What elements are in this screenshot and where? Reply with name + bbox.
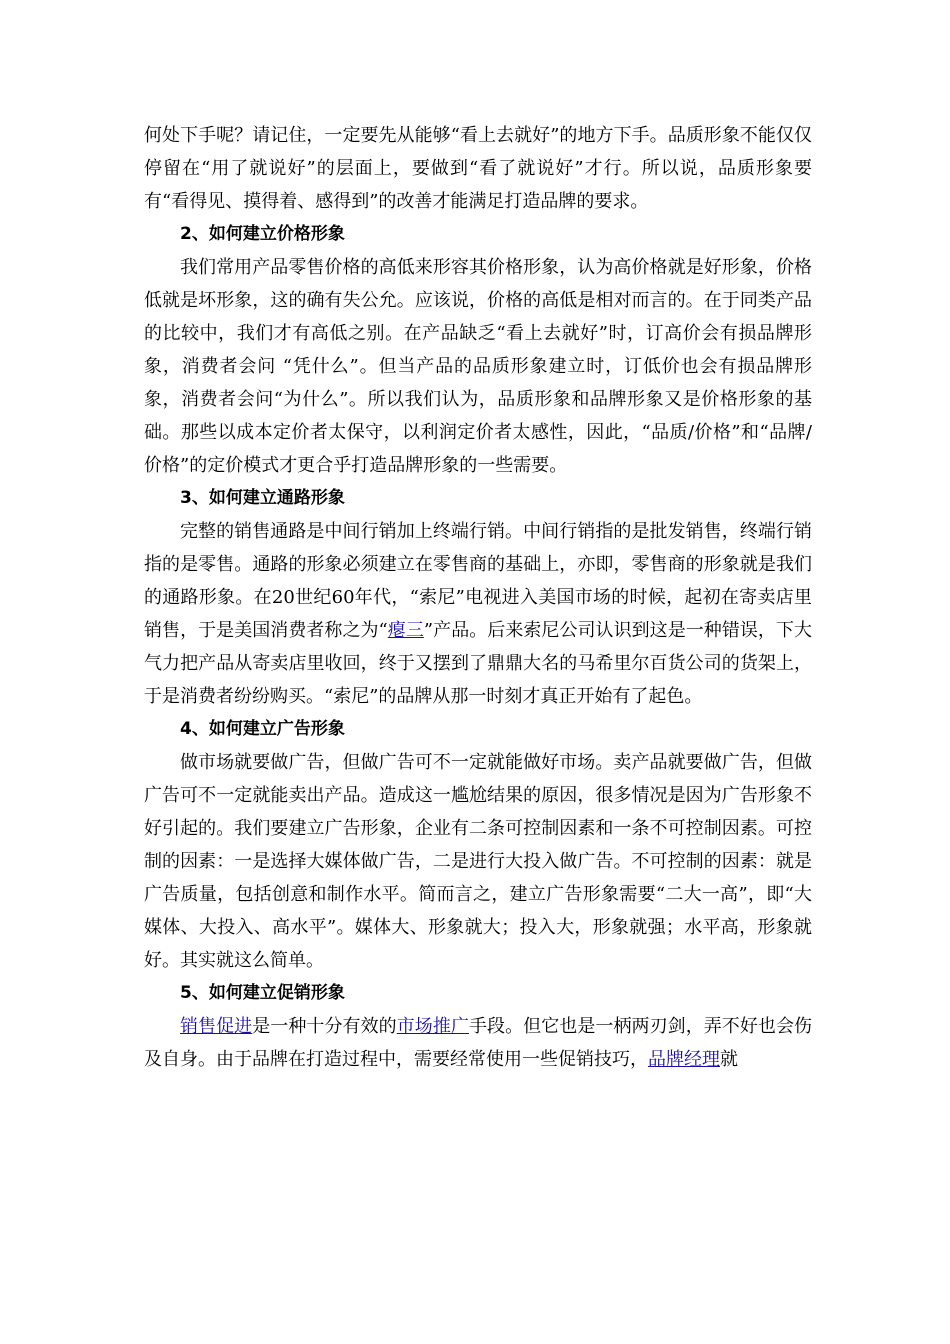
paragraph-text: 是一种十分有效的 — [252, 1016, 397, 1037]
heading-price-image: 2、如何建立价格形象 — [180, 224, 345, 244]
paragraph-text: 就 — [720, 1049, 738, 1070]
heading-ad-image: 4、如何建立广告形象 — [180, 719, 345, 739]
paragraph-quality-image-end: 何处下手呢？请记住，一定要先从能够“看上去就好”的地方下手。品质形象不能仅仅停留在“用了就说好”的层面上，要做到“看了就说好”才行。所以说，品质形象要有“看得见、摸得着、感得到”的改善才能满足打造品牌的要求。 — [144, 125, 812, 212]
paragraph-price-image: 我们常用产品零售价格的高低来形容其价格形象，认为高价格就是好形象，价格低就是坏形象，这的确有失公允。应该说，价格的高低是相对而言的。在于同类产品的比较中，我们才有高低之别。在产品缺乏“看上去就好”时，订高价会有损品牌形象，消费者会问 “凭什么”。但当产品的品质形象建立时，订低价也会有损品牌形象，消费者会问“为什么”。所以我们认为，品质形象和品牌形象又是价格形象的基础。那些以成本定价者太保守，以利润定价者太感性，因此，“品质/价格”和“品牌/价格”的定价模式才更合乎打造品牌形象的一些需要。 — [144, 257, 812, 476]
heading-promotion-image: 5、如何建立促销形象 — [180, 983, 345, 1003]
paragraph-promotion-image — [144, 1010, 812, 1076]
paragraph-text: 手段。但它也是一柄两刃剑，弄不好也会伤及自身。由于品牌在打造过程中，需要经常使用一些促销技巧， — [144, 1016, 813, 1070]
document-body — [144, 119, 812, 1076]
paragraph-channel-image — [144, 515, 812, 713]
link-biesan[interactable]: 瘪三 — [387, 620, 424, 641]
paragraph-ad-image: 做市场就要做广告，但做广告可不一定就能做好市场。卖产品就要做广告，但做广告可不一定就能卖出产品。造成这一尴尬结果的原因，很多情况是因为广告形象不好引起的。我们要建立广告形象，企业有二条可控制因素和一条不可控制因素。可控制的因素：一是选择大媒体做广告，二是进行大投入做广告。不可控制的因素：就是广告质量，包括创意和制作水平。简而言之，建立广告形象需要“二大一高”，即“大媒体、大投入、高水平”。媒体大、形象就大；投入大，形象就强；水平高，形象就好。其实就这么简单。 — [144, 752, 812, 971]
link-brand-manager[interactable]: 品牌经理 — [648, 1049, 720, 1070]
link-market-promotion[interactable]: 市场推广 — [396, 1016, 469, 1037]
heading-channel-image: 3、如何建立通路形象 — [180, 488, 345, 508]
paragraph-text: 完整的销售通路是中间行销加上终端行销。中间行销指的是批发销售，终端行销指的是零售。通路的形象必须建立在零售商的基础上，亦即，零售商的形象就是我们的通路形象。在20世纪60年代，“索尼”电视进入美国市场的时候，起初在寄卖店里销售，于是美国消费者称之为“ — [144, 521, 812, 641]
paragraph-text: ”产品。后来索尼公司认识到这是一种错误，下大气力把产品从寄卖店里收回，终于又摆到了鼎鼎大名的马希里尔百货公司的货架上，于是消费者纷纷购买。“索尼”的品牌从那一时刻才真正开始有了起色。 — [144, 620, 813, 707]
link-sales-promotion[interactable]: 销售促进 — [180, 1016, 253, 1037]
